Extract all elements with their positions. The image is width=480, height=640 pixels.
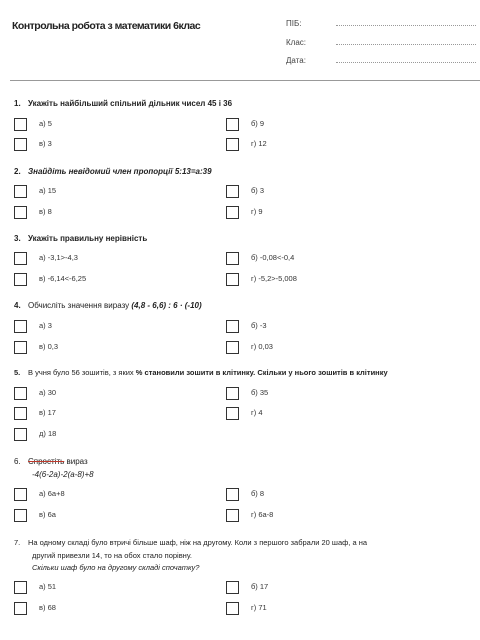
question-text: На одному складі було втричі більше шаф, ніж на другому. Коли з першого забрали 20 шаф, а на [28,538,368,547]
option-label: б) 9 [251,119,265,128]
checkbox[interactable] [226,320,239,333]
question-expression: (4,8 - 6,6) : 6 · (-10) [131,301,202,310]
question-text: Спростіть [28,457,65,466]
date-line [336,62,476,63]
question-6 [14,457,88,466]
question-text: Укажіть найбільший спільний дільник чисел 45 і 36 [28,99,233,108]
checkbox[interactable] [14,428,27,441]
option-label: а) 51 [39,582,57,591]
question-number: 3. [14,234,21,243]
option-label: г) 6а-8 [251,510,274,519]
option-label: б) -3 [251,321,267,330]
checkbox[interactable] [14,185,27,198]
question-text: Знайдіть невідомий член пропорції 5:13=а:39 [28,167,212,176]
question-number: 2. [14,167,21,176]
question-text: Укажіть правильну нерівність [28,234,148,243]
option-label: а) 6а+8 [39,489,65,498]
checkbox[interactable] [226,252,239,265]
question-number: 1. [14,99,21,108]
checkbox[interactable] [14,273,27,286]
question-3 [14,234,147,243]
checkbox[interactable] [226,273,239,286]
option-label: б) 8 [251,489,265,498]
question-7-line-3: Скільки шаф було на другому складі спочатку? [32,563,200,572]
name-line [336,25,476,26]
question-number: 7. [14,538,21,547]
option-label: г) 0,03 [251,342,273,351]
checkbox[interactable] [14,387,27,400]
question-number: 4. [14,301,21,310]
checkbox[interactable] [14,509,27,522]
checkbox[interactable] [226,509,239,522]
checkbox[interactable] [226,602,239,615]
class-field[interactable] [286,38,336,47]
checkbox[interactable] [14,138,27,151]
option-label: г) -5,2>-5,008 [251,274,297,283]
checkbox[interactable] [14,252,27,265]
name-label: ПІБ: [286,19,302,28]
question-text: В учня було 56 зошитів, з яких [28,368,134,377]
option-label: в) 0,3 [39,342,58,351]
option-label: а) 5 [39,119,52,128]
option-label: д) 18 [39,429,57,438]
option-label: а) 3 [39,321,52,330]
option-label: в) 68 [39,603,56,612]
option-label: а) 30 [39,388,57,397]
option-label: г) 71 [251,603,267,612]
question-number: 5. [14,368,21,377]
option-label: в) -6,14<-6,25 [39,274,87,283]
checkbox[interactable] [226,138,239,151]
question-7-line-2: другий привезли 14, то на обох стало порівну. [32,551,192,560]
option-label: а) 15 [39,186,57,195]
checkbox[interactable] [226,118,239,131]
question-number: 6. [14,457,21,466]
checkbox[interactable] [226,387,239,400]
checkbox[interactable] [226,581,239,594]
checkbox[interactable] [14,407,27,420]
option-label: б) -0,08<-0,4 [251,253,295,262]
option-label: а) -3,1>-4,3 [39,253,78,262]
checkbox[interactable] [226,206,239,219]
question-text: Обчисліть значення виразу [28,301,130,310]
option-label: г) 12 [251,139,267,148]
checkbox[interactable] [226,407,239,420]
option-label: г) 9 [251,207,263,216]
question-text-continued: вираз [66,457,88,466]
question-text-continued: % становили зошити в клітинку. Скільки у нього зошитів в клітинку [135,368,388,377]
class-label: Клас: [286,38,306,47]
question-6-expression: -4(6-2a)-2(a-8)+8 [32,470,94,479]
checkbox[interactable] [14,206,27,219]
question-7 [14,538,367,547]
question-2 [14,167,212,176]
question-4 [14,301,202,310]
option-label: в) 17 [39,408,56,417]
option-label: в) 8 [39,207,52,216]
option-label: в) 3 [39,139,52,148]
checkbox[interactable] [14,581,27,594]
checkbox[interactable] [14,488,27,501]
question-1 [14,99,232,108]
checkbox[interactable] [14,118,27,131]
page-title: Контрольна робота з математики 6клас [12,20,201,32]
option-label: в) 6а [39,510,56,519]
option-label: б) 35 [251,388,269,397]
option-label: б) 3 [251,186,265,195]
date-field[interactable] [286,56,336,65]
checkbox[interactable] [14,320,27,333]
checkbox[interactable] [14,602,27,615]
option-label: б) 17 [251,582,269,591]
class-line [336,44,476,45]
option-label: г) 4 [251,408,263,417]
header-divider [10,80,480,81]
checkbox[interactable] [226,341,239,354]
checkbox[interactable] [226,488,239,501]
date-label: Дата: [286,56,306,65]
name-field[interactable] [286,19,336,28]
question-5 [14,368,388,377]
checkbox[interactable] [226,185,239,198]
checkbox[interactable] [14,341,27,354]
